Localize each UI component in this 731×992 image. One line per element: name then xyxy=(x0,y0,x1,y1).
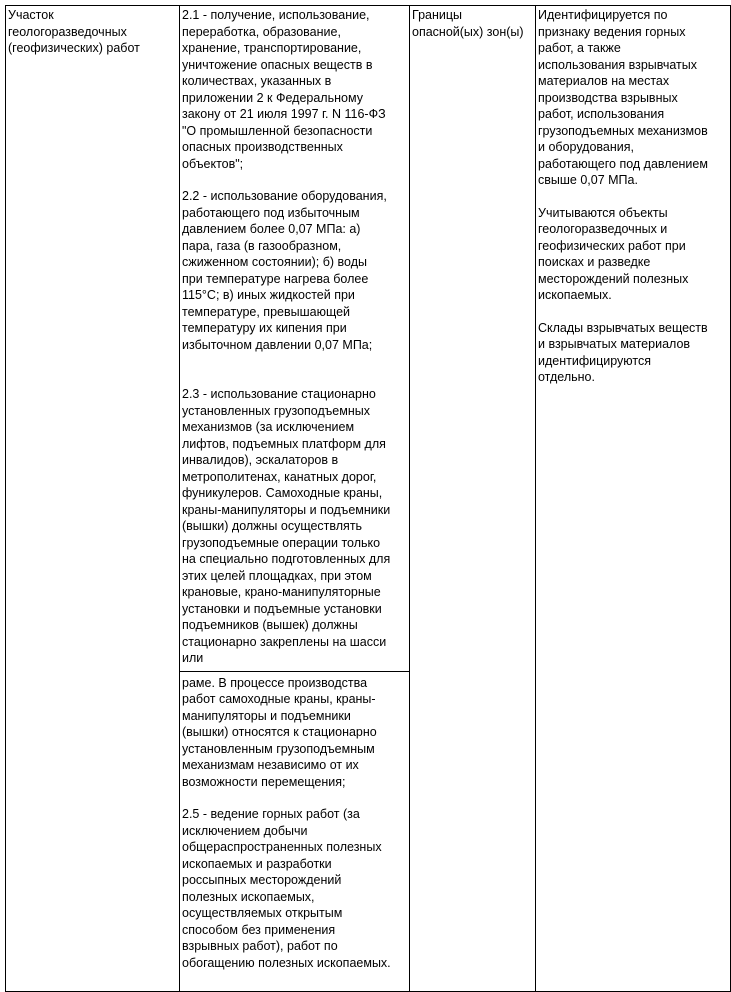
paragraph-gap xyxy=(538,304,728,320)
paragraph-gap xyxy=(182,353,407,386)
hazard-criteria-cell xyxy=(180,6,410,992)
identification-note-3: Склады взрывчатых веществ и взрывчатых материалов идентифицируются отдельно. xyxy=(538,320,708,384)
page-split-divider xyxy=(180,671,409,672)
danger-zone-text: Границы опасной(ых) зон(ы) xyxy=(412,8,524,39)
paragraph-gap xyxy=(182,790,407,806)
identification-notes-cell xyxy=(536,6,731,992)
paragraph-gap xyxy=(538,189,728,205)
identification-note-1: Идентифицируется по признаку ведения горных работ, а также использования взрывчатых материалов на местах производства взрывных работ, использования грузоподъемных механизмов и оборудования, работающего под давлением свыше 0,07 МПа. xyxy=(538,8,708,187)
danger-zone-cell xyxy=(410,6,536,992)
criterion-2-3-part2: раме. В процессе производства работ самоходные краны, краны- манипуляторы и подъемники (вышки) относятся к стационарно установленным грузоподъемным механизмам независимо от их возможности перемещения; xyxy=(182,675,377,789)
criterion-2-2: 2.2 - использование оборудования, работающего под избыточным давлением более 0,07 МПа: а) пара, газа (в газообразном, сжиженном состоянии); б) воды при температуре нагрева более 115°С; в) иных жидкостей при температуре, превышающей температуру их кипения при избыточном давлении 0,07 МПа; xyxy=(182,189,387,352)
criterion-2-5: 2.5 - ведение горных работ (за исключением добычи общераспространенных полезных ископаемых и разработки россыпных месторождений полезных ископаемых, осуществляемых открытым способом без применения взрывных работ), работ по обогащению полезных ископаемых. xyxy=(182,807,391,970)
facility-name-text: Участок геологоразведочных (геофизических) работ xyxy=(8,8,140,55)
criterion-2-1: 2.1 - получение, использование, переработка, образование, хранение, транспортирование, уничтожение опасных веществ в количествах, указанных в приложении 2 к Федеральному закону от 21 июля 1997 г. N 116-ФЗ "О промышленной безопасности опасных производственных объектов"; xyxy=(182,8,386,171)
criterion-2-3-part1: 2.3 - использование стационарно установленных грузоподъемных механизмов (за исключением лифтов, подъемных платформ для инвалидов), эскалаторов в метрополитенах, канатных дорог, фуникулеров. Самоходные краны, краны-манипуляторы и подъемники (вышки) должны осуществлять грузоподъемные операции только на специально подготовленных для этих целей площадках, при этом крановые, крано-манипуляторные установки и подъемные установки подъемников (вышек) должны стационарно закреплены на шасси или xyxy=(182,387,391,665)
hazard-identification-table xyxy=(5,5,731,992)
table-row xyxy=(6,6,731,992)
facility-name-cell xyxy=(6,6,180,992)
paragraph-gap xyxy=(182,172,407,188)
identification-note-2: Учитываются объекты геологоразведочных и геофизических работ при поисках и разведке месторождений полезных ископаемых. xyxy=(538,205,689,302)
